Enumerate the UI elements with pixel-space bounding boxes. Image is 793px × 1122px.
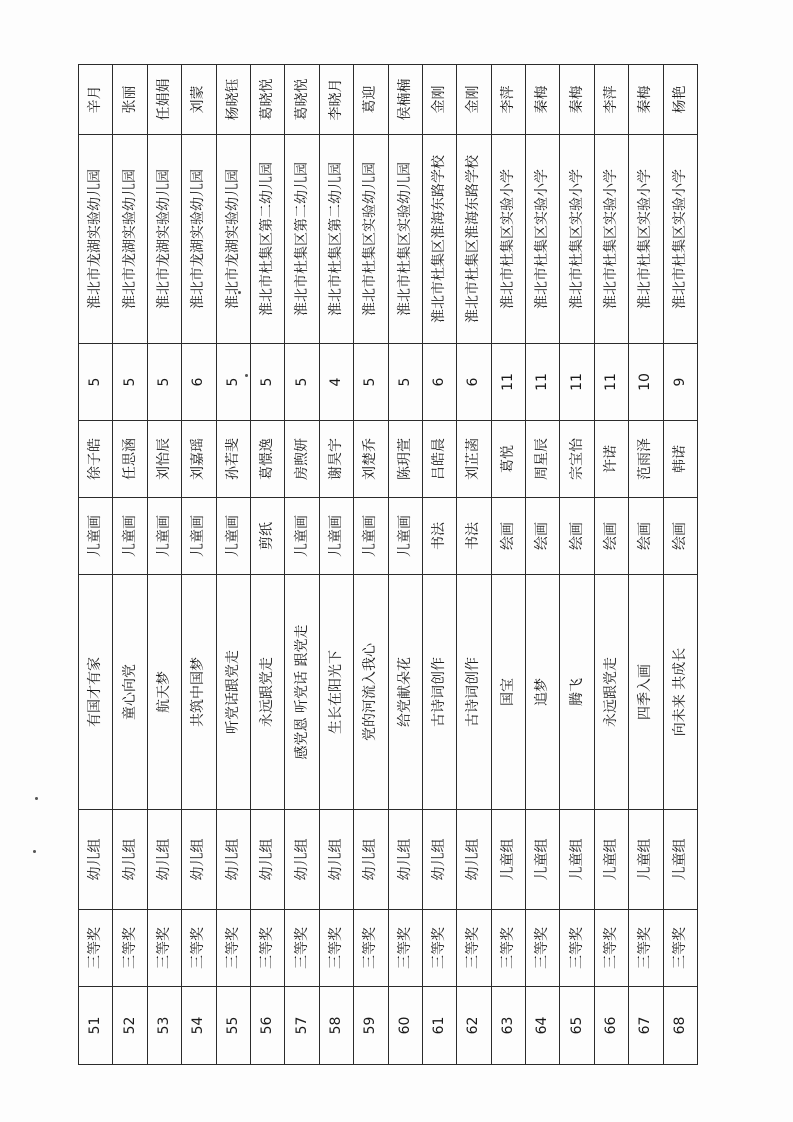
age-group-cell: 儿童组 — [594, 810, 628, 910]
work-category-cell: 儿童画 — [147, 498, 181, 575]
author-age-cell: 9 — [663, 344, 697, 421]
table-row — [147, 65, 181, 1065]
age-group-cell: 儿童组 — [526, 810, 560, 910]
age-group-cell: 幼儿组 — [319, 810, 353, 910]
author-name-cell: 韩诺 — [663, 421, 697, 498]
work-title-cell: 古诗词创作 — [422, 575, 456, 810]
author-age-cell: 4 — [319, 344, 353, 421]
author-name-cell: 谢昊宇 — [319, 421, 353, 498]
teacher-name-cell: 杨晓钰 — [216, 65, 250, 135]
author-name-cell: 宗宝怡 — [560, 421, 594, 498]
row-number-cell: 58 — [319, 987, 353, 1065]
age-group-cell: 幼儿组 — [182, 810, 216, 910]
scan-speck — [35, 797, 38, 800]
teacher-name-cell: 李萍 — [491, 65, 525, 135]
table-row — [250, 65, 284, 1065]
school-name-cell: 淮北市杜集区第二幼儿园 — [250, 135, 284, 344]
age-group-cell: 幼儿组 — [250, 810, 284, 910]
school-name-cell: 淮北市杜集区实验小学 — [560, 135, 594, 344]
work-title-cell: 追梦 — [526, 575, 560, 810]
age-group-cell: 儿童组 — [491, 810, 525, 910]
author-name-cell: 刘嘉瑶 — [182, 421, 216, 498]
work-title-cell: 四季入画 — [629, 575, 663, 810]
work-title-cell: 永远跟党走 — [594, 575, 628, 810]
author-name-cell: 吕皓晨 — [422, 421, 456, 498]
teacher-name-cell: 金刚 — [422, 65, 456, 135]
rotated-table-container — [78, 65, 688, 1065]
table-row — [182, 65, 216, 1065]
work-title-cell: 古诗词创作 — [457, 575, 491, 810]
age-group-cell: 幼儿组 — [354, 810, 388, 910]
work-category-cell: 绘画 — [491, 498, 525, 575]
row-number-cell: 53 — [147, 987, 181, 1065]
work-category-cell: 书法 — [457, 498, 491, 575]
work-title-cell: 国宝 — [491, 575, 525, 810]
age-group-cell: 儿童组 — [629, 810, 663, 910]
age-group-cell: 幼儿组 — [147, 810, 181, 910]
award-level-cell: 三等奖 — [113, 910, 147, 987]
table-row — [113, 65, 147, 1065]
award-level-cell: 三等奖 — [319, 910, 353, 987]
author-name-cell: 范雨泽 — [629, 421, 663, 498]
teacher-name-cell: 葛晓悦 — [250, 65, 284, 135]
work-category-cell: 绘画 — [594, 498, 628, 575]
work-category-cell: 儿童画 — [354, 498, 388, 575]
table-row — [388, 65, 422, 1065]
work-category-cell: 剪纸 — [250, 498, 284, 575]
author-age-cell: 11 — [491, 344, 525, 421]
row-number-cell: 52 — [113, 987, 147, 1065]
teacher-name-cell: 侯楠楠 — [388, 65, 422, 135]
school-name-cell: 淮北市龙湖实验幼儿园 — [216, 135, 250, 344]
school-name-cell: 淮北市杜集区实验小学 — [594, 135, 628, 344]
work-category-cell: 儿童画 — [216, 498, 250, 575]
school-name-cell: 淮北市杜集区实验小学 — [629, 135, 663, 344]
author-age-cell: 5 — [79, 344, 113, 421]
table-row — [457, 65, 491, 1065]
work-category-cell: 绘画 — [560, 498, 594, 575]
table-row — [594, 65, 628, 1065]
awards-table-body — [79, 65, 698, 1065]
scan-speck — [33, 850, 36, 853]
author-name-cell: 刘楚乔 — [354, 421, 388, 498]
award-level-cell: 三等奖 — [594, 910, 628, 987]
school-name-cell: 淮北市杜集区淮海东路学校 — [422, 135, 456, 344]
teacher-name-cell: 杨艳 — [663, 65, 697, 135]
awards-table — [78, 64, 698, 1065]
work-category-cell: 儿童画 — [388, 498, 422, 575]
row-number-cell: 55 — [216, 987, 250, 1065]
work-category-cell: 绘画 — [526, 498, 560, 575]
author-age-cell: 5 — [388, 344, 422, 421]
author-age-cell: 6 — [457, 344, 491, 421]
school-name-cell: 淮北市龙湖实验幼儿园 — [113, 135, 147, 344]
row-number-cell: 62 — [457, 987, 491, 1065]
award-level-cell: 三等奖 — [354, 910, 388, 987]
author-name-cell: 葛憬逸 — [250, 421, 284, 498]
age-group-cell: 幼儿组 — [113, 810, 147, 910]
author-age-cell: 6 — [422, 344, 456, 421]
work-category-cell: 绘画 — [663, 498, 697, 575]
work-title-cell: 航天梦 — [147, 575, 181, 810]
teacher-name-cell: 秦梅 — [560, 65, 594, 135]
work-category-cell: 儿童画 — [113, 498, 147, 575]
teacher-name-cell: 张丽 — [113, 65, 147, 135]
author-name-cell: 任思涵 — [113, 421, 147, 498]
work-category-cell: 书法 — [422, 498, 456, 575]
work-title-cell: 腾飞 — [560, 575, 594, 810]
row-number-cell: 54 — [182, 987, 216, 1065]
award-level-cell: 三等奖 — [79, 910, 113, 987]
author-age-cell: 11 — [594, 344, 628, 421]
row-number-cell: 61 — [422, 987, 456, 1065]
work-title-cell: 共筑中国梦 — [182, 575, 216, 810]
award-level-cell: 三等奖 — [663, 910, 697, 987]
row-number-cell: 63 — [491, 987, 525, 1065]
age-group-cell: 儿童组 — [560, 810, 594, 910]
award-level-cell: 三等奖 — [147, 910, 181, 987]
award-level-cell: 三等奖 — [216, 910, 250, 987]
table-row — [526, 65, 560, 1065]
teacher-name-cell: 葛晓悦 — [285, 65, 319, 135]
work-category-cell: 儿童画 — [319, 498, 353, 575]
author-age-cell: 5 — [285, 344, 319, 421]
work-title-cell: 党的河流入我心 — [354, 575, 388, 810]
author-name-cell: 刘芷菡 — [457, 421, 491, 498]
school-name-cell: 淮北市杜集区实验幼儿园 — [388, 135, 422, 344]
school-name-cell: 淮北市杜集区实验小学 — [663, 135, 697, 344]
table-row — [663, 65, 697, 1065]
award-level-cell: 三等奖 — [526, 910, 560, 987]
age-group-cell: 幼儿组 — [216, 810, 250, 910]
age-group-cell: 幼儿组 — [388, 810, 422, 910]
work-category-cell: 儿童画 — [79, 498, 113, 575]
teacher-name-cell: 秦梅 — [526, 65, 560, 135]
table-row — [422, 65, 456, 1065]
award-level-cell: 三等奖 — [250, 910, 284, 987]
row-number-cell: 66 — [594, 987, 628, 1065]
award-level-cell: 三等奖 — [422, 910, 456, 987]
row-number-cell: 65 — [560, 987, 594, 1065]
table-row — [354, 65, 388, 1065]
teacher-name-cell: 金刚 — [457, 65, 491, 135]
work-category-cell: 儿童画 — [285, 498, 319, 575]
school-name-cell: 淮北市杜集区第二幼儿园 — [285, 135, 319, 344]
author-name-cell: 刘怡辰 — [147, 421, 181, 498]
work-title-cell: 向未来 共成长 — [663, 575, 697, 810]
work-category-cell: 绘画 — [629, 498, 663, 575]
teacher-name-cell: 刘蒙 — [182, 65, 216, 135]
teacher-name-cell: 秦梅 — [629, 65, 663, 135]
school-name-cell: 淮北市龙湖实验幼儿园 — [147, 135, 181, 344]
row-number-cell: 60 — [388, 987, 422, 1065]
row-number-cell: 68 — [663, 987, 697, 1065]
author-name-cell: 徐子皓 — [79, 421, 113, 498]
author-name-cell: 周星辰 — [526, 421, 560, 498]
row-number-cell: 51 — [79, 987, 113, 1065]
row-number-cell: 64 — [526, 987, 560, 1065]
award-level-cell: 三等奖 — [457, 910, 491, 987]
author-name-cell: 葛悦 — [491, 421, 525, 498]
work-title-cell: 有国才有家 — [79, 575, 113, 810]
table-row — [629, 65, 663, 1065]
table-row — [79, 65, 113, 1065]
award-level-cell: 三等奖 — [388, 910, 422, 987]
work-title-cell: 给党献朵花 — [388, 575, 422, 810]
author-name-cell: 房煦妍 — [285, 421, 319, 498]
author-age-cell: 11 — [526, 344, 560, 421]
award-level-cell: 三等奖 — [560, 910, 594, 987]
award-level-cell: 三等奖 — [182, 910, 216, 987]
work-title-cell: 永远跟党走 — [250, 575, 284, 810]
award-level-cell: 三等奖 — [491, 910, 525, 987]
age-group-cell: 幼儿组 — [422, 810, 456, 910]
row-number-cell: 59 — [354, 987, 388, 1065]
author-name-cell: 许诺 — [594, 421, 628, 498]
work-title-cell: 感党恩 听党话 跟党走 — [285, 575, 319, 810]
school-name-cell: 淮北市杜集区第二幼儿园 — [319, 135, 353, 344]
author-age-cell: 5 — [250, 344, 284, 421]
school-name-cell: 淮北市杜集区实验幼儿园 — [354, 135, 388, 344]
author-age-cell: 10 — [629, 344, 663, 421]
row-number-cell: 56 — [250, 987, 284, 1065]
age-group-cell: 幼儿组 — [79, 810, 113, 910]
table-row — [285, 65, 319, 1065]
age-group-cell: 儿童组 — [663, 810, 697, 910]
row-number-cell: 57 — [285, 987, 319, 1065]
row-number-cell: 67 — [629, 987, 663, 1065]
teacher-name-cell: 李萍 — [594, 65, 628, 135]
table-row — [560, 65, 594, 1065]
school-name-cell: 淮北市龙湖实验幼儿园 — [182, 135, 216, 344]
teacher-name-cell: 任娟娟 — [147, 65, 181, 135]
school-name-cell: 淮北市杜集区淮海东路学校 — [457, 135, 491, 344]
award-level-cell: 三等奖 — [285, 910, 319, 987]
author-name-cell: 陈玥萱 — [388, 421, 422, 498]
teacher-name-cell: 辛月 — [79, 65, 113, 135]
author-age-cell: 5 — [354, 344, 388, 421]
table-row — [319, 65, 353, 1065]
author-age-cell: 5 — [216, 344, 250, 421]
work-title-cell: 童心向党 — [113, 575, 147, 810]
table-row — [491, 65, 525, 1065]
table-row — [216, 65, 250, 1065]
age-group-cell: 幼儿组 — [285, 810, 319, 910]
author-age-cell: 5 — [147, 344, 181, 421]
teacher-name-cell: 李晓月 — [319, 65, 353, 135]
school-name-cell: 淮北市杜集区实验小学 — [526, 135, 560, 344]
teacher-name-cell: 葛迎 — [354, 65, 388, 135]
work-title-cell: 听党话跟党走 — [216, 575, 250, 810]
age-group-cell: 幼儿组 — [457, 810, 491, 910]
author-age-cell: 5 — [113, 344, 147, 421]
author-age-cell: 11 — [560, 344, 594, 421]
author-name-cell: 孙若斐 — [216, 421, 250, 498]
work-category-cell: 儿童画 — [182, 498, 216, 575]
award-level-cell: 三等奖 — [629, 910, 663, 987]
work-title-cell: 生长在阳光下 — [319, 575, 353, 810]
school-name-cell: 淮北市杜集区实验小学 — [491, 135, 525, 344]
author-age-cell: 6 — [182, 344, 216, 421]
school-name-cell: 淮北市龙湖实验幼儿园 — [79, 135, 113, 344]
